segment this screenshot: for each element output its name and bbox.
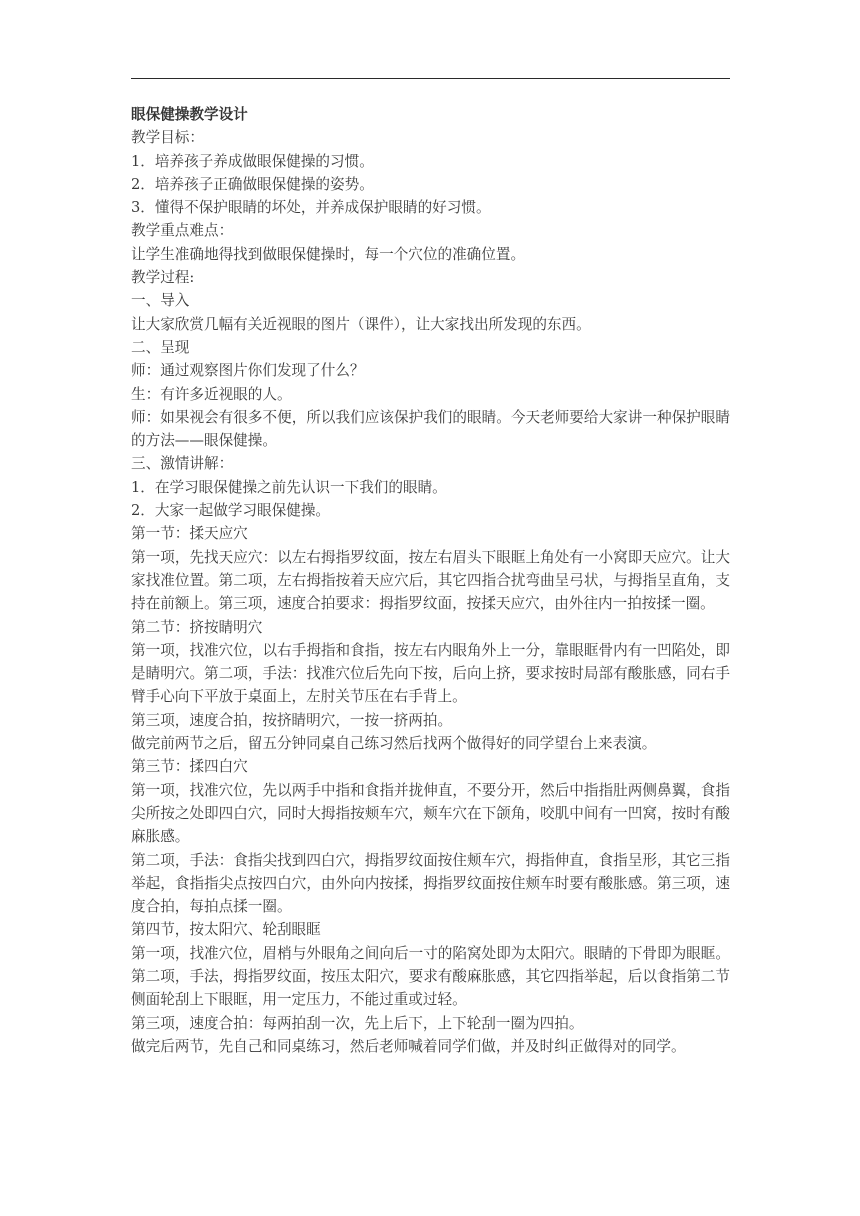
paragraph: 第一项，找准穴位，先以两手中指和食指并拢伸直，不要分开，然后中指指肚两侧鼻翼，食指尖所按之处即四白穴，同时大拇指按颊车穴，颊车穴在下颌角，咬肌中间有一凹窝，按时有酸麻胀感。	[131, 781, 730, 846]
paragraph: 2．大家一起做学习眼保健操。	[131, 502, 331, 520]
paragraph: 3．懂得不保护眼睛的坏处，并养成保护眼睛的好习惯。	[131, 199, 491, 217]
paragraph: 第一项，先找天应穴：以左右拇指罗纹面，按左右眉头下眼眶上角处有一小窝即天应穴。让大家找准位置。第二项，左右拇指按着天应穴后，其它四指合扰弯曲呈弓状，与拇指呈直角，支持在前额上。第三项，速度合拍要求：拇指罗纹面，按揉天应穴，由外往内一拍按揉一圈。	[131, 548, 730, 613]
paragraph: 第三项，速度合拍，按挤睛明穴，一按一挤两拍。	[131, 711, 453, 729]
paragraph: 教学目标：	[131, 129, 204, 147]
paragraph: 教学过程:	[131, 269, 195, 287]
paragraph: 生：有许多近视眼的人。	[131, 385, 292, 403]
paragraph: 第一项，找准穴位，以右手拇指和食指，按左右内眼角外上一分，靠眼眶骨内有一凹陷处，即是睛明穴。第二项，手法：找准穴位后先向下按，后向上挤，要求按时局部有酸胀感，同右手臂手心向下平放于桌面上，左肘关节压在右手背上。	[131, 641, 730, 706]
paragraph: 做完前两节之后，留五分钟同桌自己练习然后找两个做得好的同学望台上来表演。	[131, 735, 657, 753]
paragraph: 第三节：揉四白穴	[131, 758, 248, 776]
paragraph: 一、导入	[131, 292, 190, 310]
paragraph: 第一项，找准穴位，眉梢与外眼角之间向后一寸的陷窝处即为太阳穴。眼睛的下骨即为眼眶。第二项，手法，拇指罗纹面，按压太阳穴，要求有酸麻胀感，其它四指举起，后以食指第二节侧面轮刮上下眼眶，用一定压力，不能过重或过轻。	[131, 944, 730, 1009]
paragraph: 二、呈现	[131, 338, 190, 356]
document-body	[131, 103, 730, 1058]
paragraph: 2．培养孩子正确做眼保健操的姿势。	[131, 175, 374, 193]
paragraph: 第一节：揉天应穴	[131, 525, 248, 543]
paragraph: 1．培养孩子养成做眼保健操的习惯。	[131, 152, 374, 170]
header-rule	[131, 78, 730, 79]
document-title: 眼保健操教学设计	[131, 106, 248, 123]
paragraph: 做完后两节，先自己和同桌练习，然后老师喊着同学们做，并及时纠正做得对的同学。	[131, 1037, 686, 1055]
paragraph: 第二项，手法：食指尖找到四白穴，拇指罗纹面按住颊车穴，拇指伸直，食指呈形，其它三指举起，食指指尖点按四白穴，由外向内按揉，拇指罗纹面按住颊车时要有酸胀感。第三项，速度合拍，每拍点揉一圈。	[131, 851, 730, 916]
paragraph: 1．在学习眼保健操之前先认识一下我们的眼睛。	[131, 478, 447, 496]
paragraph: 第四节，按太阳穴、轮刮眼眶	[131, 921, 321, 939]
paragraph: 教学重点难点：	[131, 222, 234, 240]
paragraph: 让学生准确地得找到做眼保健操时，每一个穴位的准确位置。	[131, 245, 526, 263]
paragraph: 第三项，速度合拍：每两拍刮一次，先上后下，上下轮刮一圈为四拍。	[131, 1014, 584, 1032]
paragraph: 让大家欣赏几幅有关近视眼的图片（课件），让大家找出所发现的东西。	[131, 315, 591, 333]
paragraph: 师：如果视会有很多不便，所以我们应该保护我们的眼睛。今天老师要给大家讲一种保护眼睛的方法——眼保健操。	[131, 408, 730, 450]
paragraph: 三、激情讲解：	[131, 455, 234, 473]
paragraph: 师：通过观察图片你们发现了什么？	[131, 362, 365, 380]
paragraph: 第二节：挤按睛明穴	[131, 618, 263, 636]
